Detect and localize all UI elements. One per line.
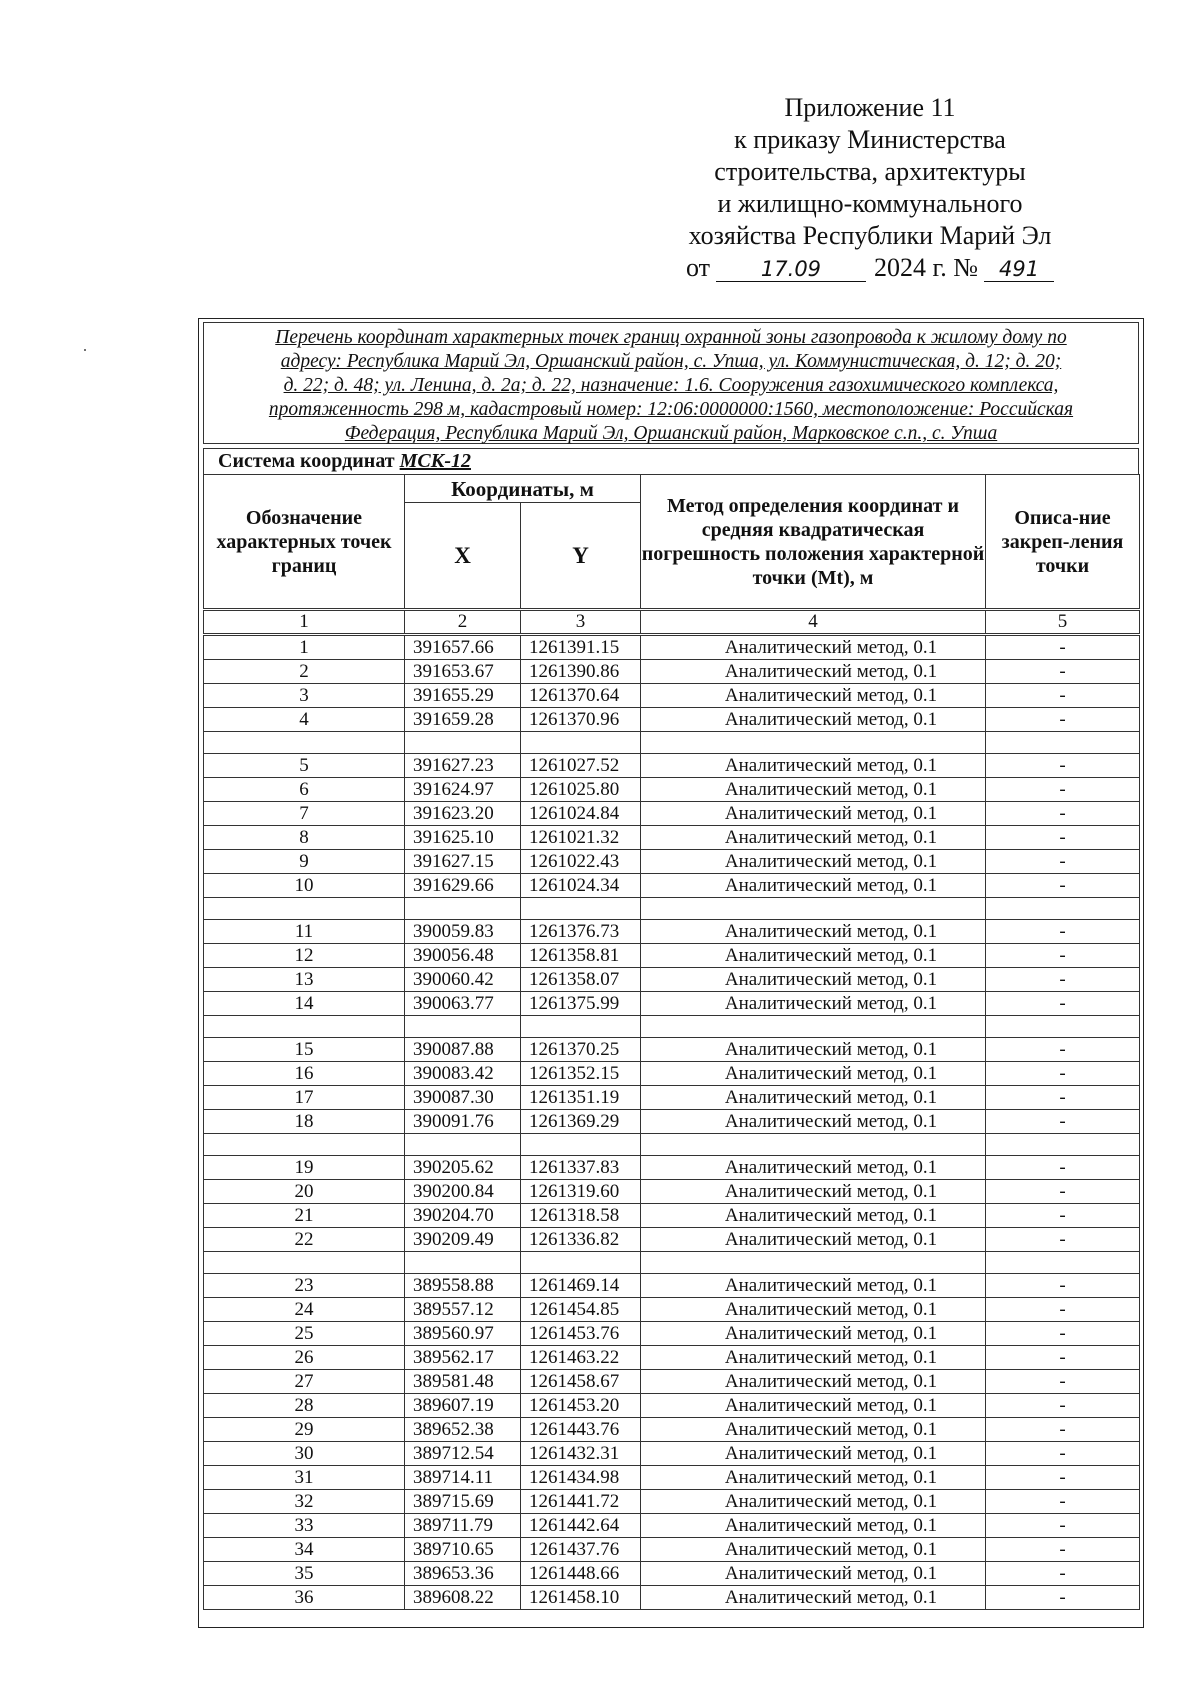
fixation-description-cell: - (986, 1322, 1140, 1346)
point-number-cell: 5 (204, 754, 405, 778)
fixation-description-cell: - (986, 920, 1140, 944)
method-cell: Аналитический метод, 0.1 (641, 1204, 986, 1228)
x-coordinate-cell: 390059.83 (405, 920, 521, 944)
y-coordinate-cell: 1261448.66 (521, 1562, 641, 1586)
fixation-description-cell: - (986, 1346, 1140, 1370)
title-line: Федерация, Республика Марий Эл, Оршанский район, Марковское с.п., с. Упша (344, 423, 998, 444)
y-coordinate-cell: 1261432.31 (521, 1442, 641, 1466)
table-row (204, 920, 1140, 944)
x-coordinate-cell: 391629.66 (405, 874, 521, 898)
empty-cell (521, 1134, 641, 1156)
point-number-cell: 2 (204, 660, 405, 684)
table-row (204, 636, 1140, 660)
header-y: Y (521, 503, 641, 609)
x-coordinate-cell: 391627.23 (405, 754, 521, 778)
method-cell: Аналитический метод, 0.1 (641, 778, 986, 802)
y-coordinate-cell: 1261319.60 (521, 1180, 641, 1204)
method-cell: Аналитический метод, 0.1 (641, 1418, 986, 1442)
fixation-description-cell: - (986, 1298, 1140, 1322)
x-coordinate-cell: 389607.19 (405, 1394, 521, 1418)
x-coordinate-cell: 390056.48 (405, 944, 521, 968)
title-line: адресу: Республика Марий Эл, Оршанский район, с. Упша, ул. Коммунистическая, д. 12; д. 20; (280, 351, 1062, 372)
header-coordinates: Координаты, м (405, 475, 641, 503)
fixation-description-cell: - (986, 1156, 1140, 1180)
order-reference: к приказу Министерства (734, 125, 1006, 154)
table-row (204, 1538, 1140, 1562)
point-number-cell: 25 (204, 1322, 405, 1346)
x-coordinate-cell: 389653.36 (405, 1562, 521, 1586)
x-coordinate-cell: 389557.12 (405, 1298, 521, 1322)
point-number-cell: 8 (204, 826, 405, 850)
column-number-row (203, 610, 1140, 634)
y-coordinate-cell: 1261437.76 (521, 1538, 641, 1562)
fixation-description-cell: - (986, 1418, 1140, 1442)
fixation-description-cell: - (986, 1228, 1140, 1252)
method-cell: Аналитический метод, 0.1 (641, 802, 986, 826)
fixation-description-cell: - (986, 850, 1140, 874)
point-number-cell: 17 (204, 1086, 405, 1110)
method-cell: Аналитический метод, 0.1 (641, 920, 986, 944)
point-number-cell: 26 (204, 1346, 405, 1370)
method-cell: Аналитический метод, 0.1 (641, 1466, 986, 1490)
y-coordinate-cell: 1261369.29 (521, 1110, 641, 1134)
table-row (204, 1514, 1140, 1538)
y-coordinate-cell: 1261024.84 (521, 802, 641, 826)
y-coordinate-cell: 1261337.83 (521, 1156, 641, 1180)
y-coordinate-cell: 1261434.98 (521, 1466, 641, 1490)
x-coordinate-cell: 389558.88 (405, 1274, 521, 1298)
ministry-name-line: и жилищно-коммунального (717, 189, 1023, 218)
fixation-description-cell: - (986, 1466, 1140, 1490)
empty-cell (641, 1134, 986, 1156)
point-number-cell: 15 (204, 1038, 405, 1062)
point-number-cell: 6 (204, 778, 405, 802)
x-coordinate-cell: 390200.84 (405, 1180, 521, 1204)
empty-cell (521, 1252, 641, 1274)
empty-cell (986, 1016, 1140, 1038)
column-number: 3 (521, 611, 641, 634)
fixation-description-cell: - (986, 874, 1140, 898)
y-coordinate-cell: 1261458.67 (521, 1370, 641, 1394)
table-row (204, 1156, 1140, 1180)
y-coordinate-cell: 1261454.85 (521, 1298, 641, 1322)
x-coordinate-cell: 389715.69 (405, 1490, 521, 1514)
table-row (204, 1274, 1140, 1298)
point-number-cell: 9 (204, 850, 405, 874)
table-row (204, 826, 1140, 850)
empty-cell (641, 1016, 986, 1038)
point-number-cell: 31 (204, 1466, 405, 1490)
point-number-cell: 36 (204, 1586, 405, 1610)
method-cell: Аналитический метод, 0.1 (641, 1156, 986, 1180)
fixation-description-cell: - (986, 660, 1140, 684)
fixation-description-cell: - (986, 1370, 1140, 1394)
point-number-cell: 14 (204, 992, 405, 1016)
method-cell: Аналитический метод, 0.1 (641, 874, 986, 898)
fixation-description-cell: - (986, 1442, 1140, 1466)
point-number-cell: 16 (204, 1062, 405, 1086)
empty-cell (521, 1016, 641, 1038)
point-number-cell: 1 (204, 636, 405, 660)
point-number-cell: 27 (204, 1370, 405, 1394)
empty-cell (405, 1134, 521, 1156)
method-cell: Аналитический метод, 0.1 (641, 826, 986, 850)
y-coordinate-cell: 1261336.82 (521, 1228, 641, 1252)
y-coordinate-cell: 1261370.25 (521, 1038, 641, 1062)
x-coordinate-cell: 390083.42 (405, 1062, 521, 1086)
y-coordinate-cell: 1261391.15 (521, 636, 641, 660)
x-coordinate-cell: 391625.10 (405, 826, 521, 850)
title-line: протяженность 298 м, кадастровый номер: 12:06:0000000:1560, местоположение: Российская (268, 399, 1074, 420)
method-cell: Аналитический метод, 0.1 (641, 1562, 986, 1586)
y-coordinate-cell: 1261375.99 (521, 992, 641, 1016)
method-cell: Аналитический метод, 0.1 (641, 1298, 986, 1322)
x-coordinate-cell: 390205.62 (405, 1156, 521, 1180)
x-coordinate-cell: 389608.22 (405, 1586, 521, 1610)
x-coordinate-cell: 391653.67 (405, 660, 521, 684)
empty-cell (521, 732, 641, 754)
method-cell: Аналитический метод, 0.1 (641, 944, 986, 968)
table-row (204, 1062, 1140, 1086)
separator-row (204, 1134, 1140, 1156)
table-row (204, 1298, 1140, 1322)
point-number-cell: 22 (204, 1228, 405, 1252)
point-number-cell: 32 (204, 1490, 405, 1514)
table-row (204, 684, 1140, 708)
fixation-description-cell: - (986, 1062, 1140, 1086)
table-row (204, 1086, 1140, 1110)
x-coordinate-cell: 389560.97 (405, 1322, 521, 1346)
point-number-cell: 11 (204, 920, 405, 944)
x-coordinate-cell: 391659.28 (405, 708, 521, 732)
point-number-cell: 23 (204, 1274, 405, 1298)
method-cell: Аналитический метод, 0.1 (641, 1274, 986, 1298)
empty-cell (204, 898, 405, 920)
table-row (204, 850, 1140, 874)
empty-cell (986, 898, 1140, 920)
y-coordinate-cell: 1261453.76 (521, 1322, 641, 1346)
handwritten-order-number: 491 (984, 257, 1054, 282)
fixation-description-cell: - (986, 1514, 1140, 1538)
method-cell: Аналитический метод, 0.1 (641, 1370, 986, 1394)
empty-cell (986, 1252, 1140, 1274)
y-coordinate-cell: 1261442.64 (521, 1514, 641, 1538)
fixation-description-cell: - (986, 708, 1140, 732)
coordinate-system-row (203, 448, 1139, 474)
method-cell: Аналитический метод, 0.1 (641, 684, 986, 708)
point-number-cell: 29 (204, 1418, 405, 1442)
empty-cell (641, 1252, 986, 1274)
fixation-description-cell: - (986, 1110, 1140, 1134)
x-coordinate-cell: 391657.66 (405, 636, 521, 660)
table-row (204, 1586, 1140, 1610)
table-row (204, 1394, 1140, 1418)
method-cell: Аналитический метод, 0.1 (641, 992, 986, 1016)
fixation-description-cell: - (986, 1394, 1140, 1418)
point-number-cell: 21 (204, 1204, 405, 1228)
fixation-description-cell: - (986, 826, 1140, 850)
method-cell: Аналитический метод, 0.1 (641, 1038, 986, 1062)
separator-row (204, 1252, 1140, 1274)
fixation-description-cell: - (986, 992, 1140, 1016)
point-number-cell: 33 (204, 1514, 405, 1538)
fixation-description-cell: - (986, 1038, 1140, 1062)
header-fixation-description: Описа-ние закреп-ления точки (986, 475, 1140, 609)
x-coordinate-cell: 389710.65 (405, 1538, 521, 1562)
x-coordinate-cell: 390087.30 (405, 1086, 521, 1110)
empty-cell (204, 1134, 405, 1156)
fixation-description-cell: - (986, 684, 1140, 708)
appendix-number: Приложение 11 (784, 93, 956, 122)
table-row (204, 1322, 1140, 1346)
ministry-name-line: строительства, архитектуры (714, 157, 1026, 186)
fixation-description-cell: - (986, 944, 1140, 968)
fixation-description-cell: - (986, 1180, 1140, 1204)
handwritten-date: 17.09 (716, 257, 866, 282)
fixation-description-cell: - (986, 1538, 1140, 1562)
empty-cell (405, 898, 521, 920)
method-cell: Аналитический метод, 0.1 (641, 1322, 986, 1346)
x-coordinate-cell: 389652.38 (405, 1418, 521, 1442)
header-method: Метод определения координат и средняя квадратическая погрешность положения характерной точки (Mt), м (641, 475, 986, 609)
x-coordinate-cell: 389562.17 (405, 1346, 521, 1370)
fixation-description-cell: - (986, 802, 1140, 826)
x-coordinate-cell: 390087.88 (405, 1038, 521, 1062)
method-cell: Аналитический метод, 0.1 (641, 1180, 986, 1204)
point-number-cell: 28 (204, 1394, 405, 1418)
method-cell: Аналитический метод, 0.1 (641, 1514, 986, 1538)
empty-cell (986, 1134, 1140, 1156)
table-row (204, 1370, 1140, 1394)
table-row (204, 1038, 1140, 1062)
point-number-cell: 4 (204, 708, 405, 732)
table-row (204, 708, 1140, 732)
ministry-name-line: хозяйства Республики Марий Эл (688, 221, 1052, 250)
empty-cell (986, 732, 1140, 754)
fixation-description-cell: - (986, 1586, 1140, 1610)
empty-cell (405, 732, 521, 754)
method-cell: Аналитический метод, 0.1 (641, 968, 986, 992)
table-row (204, 1346, 1140, 1370)
column-number: 4 (641, 611, 986, 634)
y-coordinate-cell: 1261021.32 (521, 826, 641, 850)
y-coordinate-cell: 1261358.81 (521, 944, 641, 968)
empty-cell (204, 1252, 405, 1274)
table-header (203, 474, 1140, 609)
method-cell: Аналитический метод, 0.1 (641, 850, 986, 874)
table-row (204, 1490, 1140, 1514)
table-row (204, 874, 1140, 898)
fixation-description-cell: - (986, 1274, 1140, 1298)
empty-cell (405, 1016, 521, 1038)
table-row (204, 1204, 1140, 1228)
fixation-description-cell: - (986, 1562, 1140, 1586)
x-coordinate-cell: 389714.11 (405, 1466, 521, 1490)
y-coordinate-cell: 1261358.07 (521, 968, 641, 992)
y-coordinate-cell: 1261318.58 (521, 1204, 641, 1228)
point-number-cell: 20 (204, 1180, 405, 1204)
method-cell: Аналитический метод, 0.1 (641, 708, 986, 732)
x-coordinate-cell: 391624.97 (405, 778, 521, 802)
y-coordinate-cell: 1261458.10 (521, 1586, 641, 1610)
x-coordinate-cell: 390209.49 (405, 1228, 521, 1252)
method-cell: Аналитический метод, 0.1 (641, 636, 986, 660)
method-cell: Аналитический метод, 0.1 (641, 1538, 986, 1562)
fixation-description-cell: - (986, 968, 1140, 992)
method-cell: Аналитический метод, 0.1 (641, 1442, 986, 1466)
table-row (204, 802, 1140, 826)
order-year-number: 2024 г. № (873, 253, 979, 282)
date-prefix: от (685, 253, 710, 282)
column-number: 5 (986, 611, 1140, 634)
y-coordinate-cell: 1261463.22 (521, 1346, 641, 1370)
appendix-header (640, 92, 1100, 284)
point-number-cell: 7 (204, 802, 405, 826)
fixation-description-cell: - (986, 1086, 1140, 1110)
x-coordinate-cell: 391623.20 (405, 802, 521, 826)
table-row (204, 1442, 1140, 1466)
x-coordinate-cell: 389581.48 (405, 1370, 521, 1394)
method-cell: Аналитический метод, 0.1 (641, 1086, 986, 1110)
coordinates-table (203, 635, 1140, 1610)
header-x: X (405, 503, 521, 609)
table-row (204, 1418, 1140, 1442)
x-coordinate-cell: 390060.42 (405, 968, 521, 992)
method-cell: Аналитический метод, 0.1 (641, 1394, 986, 1418)
fixation-description-cell: - (986, 778, 1140, 802)
fixation-description-cell: - (986, 754, 1140, 778)
table-row (204, 1466, 1140, 1490)
point-number-cell: 19 (204, 1156, 405, 1180)
table-row (204, 1562, 1140, 1586)
point-number-cell: 3 (204, 684, 405, 708)
empty-cell (204, 732, 405, 754)
x-coordinate-cell: 390063.77 (405, 992, 521, 1016)
y-coordinate-cell: 1261390.86 (521, 660, 641, 684)
point-number-cell: 34 (204, 1538, 405, 1562)
method-cell: Аналитический метод, 0.1 (641, 1586, 986, 1610)
x-coordinate-cell: 391627.15 (405, 850, 521, 874)
point-number-cell: 30 (204, 1442, 405, 1466)
title-line: д. 22; д. 48; ул. Ленина, д. 2а; д. 22, назначение: 1.6. Сооружения газохимического комплекса, (283, 375, 1059, 396)
empty-cell (641, 732, 986, 754)
method-cell: Аналитический метод, 0.1 (641, 1062, 986, 1086)
empty-cell (204, 1016, 405, 1038)
point-number-cell: 12 (204, 944, 405, 968)
x-coordinate-cell: 389712.54 (405, 1442, 521, 1466)
method-cell: Аналитический метод, 0.1 (641, 754, 986, 778)
table-row (204, 660, 1140, 684)
table-row (204, 968, 1140, 992)
x-coordinate-cell: 390204.70 (405, 1204, 521, 1228)
x-coordinate-cell: 390091.76 (405, 1110, 521, 1134)
table-row (204, 944, 1140, 968)
separator-row (204, 898, 1140, 920)
separator-row (204, 732, 1140, 754)
y-coordinate-cell: 1261443.76 (521, 1418, 641, 1442)
fixation-description-cell: - (986, 1490, 1140, 1514)
y-coordinate-cell: 1261025.80 (521, 778, 641, 802)
y-coordinate-cell: 1261376.73 (521, 920, 641, 944)
separator-row (204, 1016, 1140, 1038)
header-point-designation: Обозначение характерных точек границ (204, 475, 405, 609)
table-row (204, 778, 1140, 802)
table-row (204, 754, 1140, 778)
empty-cell (641, 898, 986, 920)
coordinate-system-label: Система координат (218, 450, 395, 472)
scan-speck (84, 349, 86, 351)
order-date-line (640, 252, 1100, 284)
y-coordinate-cell: 1261469.14 (521, 1274, 641, 1298)
point-number-cell: 35 (204, 1562, 405, 1586)
table-row (204, 992, 1140, 1016)
y-coordinate-cell: 1261351.19 (521, 1086, 641, 1110)
coordinate-system-value: МСК-12 (399, 450, 471, 472)
x-coordinate-cell: 391655.29 (405, 684, 521, 708)
y-coordinate-cell: 1261022.43 (521, 850, 641, 874)
x-coordinate-cell: 389711.79 (405, 1514, 521, 1538)
point-number-cell: 10 (204, 874, 405, 898)
table-row (204, 1228, 1140, 1252)
method-cell: Аналитический метод, 0.1 (641, 1490, 986, 1514)
document-title (203, 322, 1139, 444)
fixation-description-cell: - (986, 636, 1140, 660)
point-number-cell: 18 (204, 1110, 405, 1134)
y-coordinate-cell: 1261441.72 (521, 1490, 641, 1514)
title-line: Перечень координат характерных точек границ охранной зоны газопровода к жилому дому по (275, 327, 1067, 348)
fixation-description-cell: - (986, 1204, 1140, 1228)
y-coordinate-cell: 1261352.15 (521, 1062, 641, 1086)
y-coordinate-cell: 1261370.96 (521, 708, 641, 732)
column-number: 2 (405, 611, 521, 634)
table-row (204, 1180, 1140, 1204)
y-coordinate-cell: 1261027.52 (521, 754, 641, 778)
empty-cell (405, 1252, 521, 1274)
column-number: 1 (204, 611, 405, 634)
y-coordinate-cell: 1261453.20 (521, 1394, 641, 1418)
y-coordinate-cell: 1261370.64 (521, 684, 641, 708)
point-number-cell: 24 (204, 1298, 405, 1322)
point-number-cell: 13 (204, 968, 405, 992)
method-cell: Аналитический метод, 0.1 (641, 1346, 986, 1370)
y-coordinate-cell: 1261024.34 (521, 874, 641, 898)
empty-cell (521, 898, 641, 920)
method-cell: Аналитический метод, 0.1 (641, 1110, 986, 1134)
method-cell: Аналитический метод, 0.1 (641, 660, 986, 684)
table-row (204, 1110, 1140, 1134)
method-cell: Аналитический метод, 0.1 (641, 1228, 986, 1252)
